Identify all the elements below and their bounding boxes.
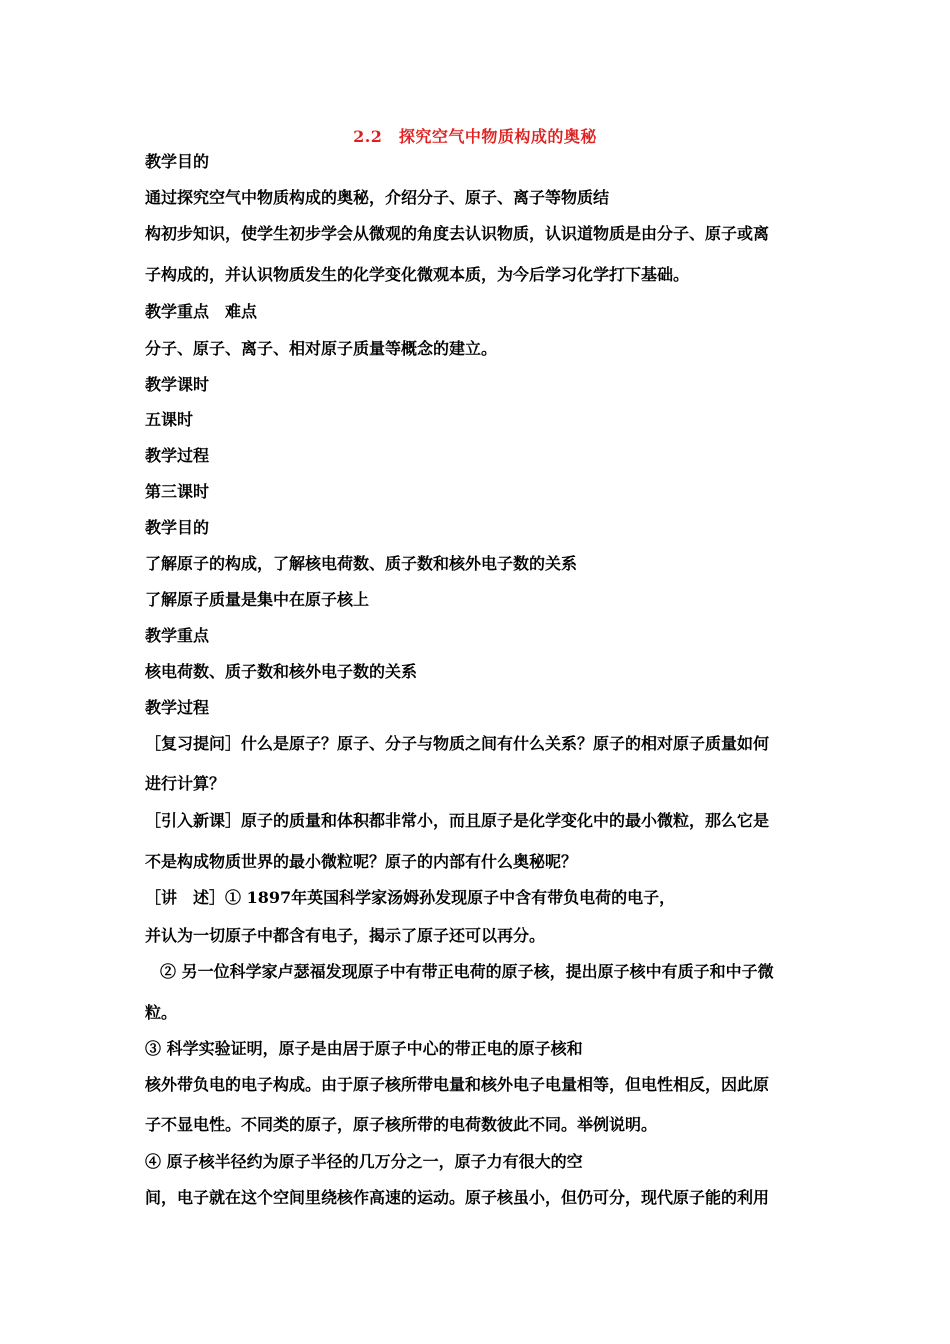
text-line: 教学重点 (145, 626, 210, 645)
text-line: 了解原子质量是集中在原子核上 (145, 590, 370, 609)
text-line: 核电荷数、质子数和核外电子数的关系 (145, 662, 418, 681)
text-line: 构初步知识，使学生初步学会从微观的角度去认识物质，认识道物质是由分子、原子或离 (145, 224, 770, 243)
text-line: 进行计算？ (145, 774, 226, 793)
text-line: 教学过程 (145, 446, 210, 465)
text-line: 第三课时 (145, 482, 210, 501)
text-line: 并认为一切原子中都含有电子，揭示了原子还可以再分。 (145, 926, 546, 945)
text-line: ③ 科学实验证明，原子是由居于原子中心的带正电的原子核和 (145, 1039, 583, 1058)
text-line: ［引入新课］原子的质量和体积都非常小，而且原子是化学变化中的最小微粒，那么它是 (145, 811, 770, 830)
text-line: 不是构成物质世界的最小微粒呢？原子的内部有什么奥秘呢？ (145, 852, 578, 871)
text-line: 教学课时 (145, 375, 210, 394)
text-line: 了解原子的构成，了解核电荷数、质子数和核外电子数的关系 (145, 554, 578, 573)
text-line: 教学过程 (145, 698, 210, 717)
text-line: ［复习提问］什么是原子？原子、分子与物质之间有什么关系？原子的相对原子质量如何 (145, 734, 770, 753)
text-line: 五课时 (145, 410, 194, 429)
text-line: 粒。 (145, 1003, 178, 1022)
text-line: 教学重点 难点 (145, 302, 258, 321)
text-line: ④ 原子核半径约为原子半径的几万分之一，原子力有很大的空 (145, 1152, 583, 1171)
text-line: ［讲 述］① 1897年英国科学家汤姆孙发现原子中含有带负电荷的电子， (145, 888, 676, 907)
text-line: 间，电子就在这个空间里绕核作高速的运动。原子核虽小，但仍可分，现代原子能的利用 (145, 1188, 770, 1207)
text-line: 子构成的，并认识物质发生的化学变化微观本质，为今后学习化学打下基础。 (145, 265, 690, 284)
text-line: 分子、原子、离子、相对原子质量等概念的建立。 (145, 339, 498, 358)
text-line: 教学目的 (145, 152, 210, 171)
text-line: 子不显电性。不同类的原子，原子核所带的电荷数彼此不同。举例说明。 (145, 1115, 658, 1134)
text-line: ② 另一位科学家卢瑟福发现原子中有带正电荷的原子核，提出原子核中有质子和中子微 (160, 962, 774, 981)
text-line: 教学目的 (145, 518, 210, 537)
document-title: 2.2 探究空气中物质构成的奥秘 (353, 127, 597, 146)
text-line: 通过探究空气中物质构成的奥秘，介绍分子、原子、离子等物质结 (145, 188, 610, 207)
text-line: 核外带负电的电子构成。由于原子核所带电量和核外电子电量相等，但电性相反，因此原 (145, 1075, 770, 1094)
